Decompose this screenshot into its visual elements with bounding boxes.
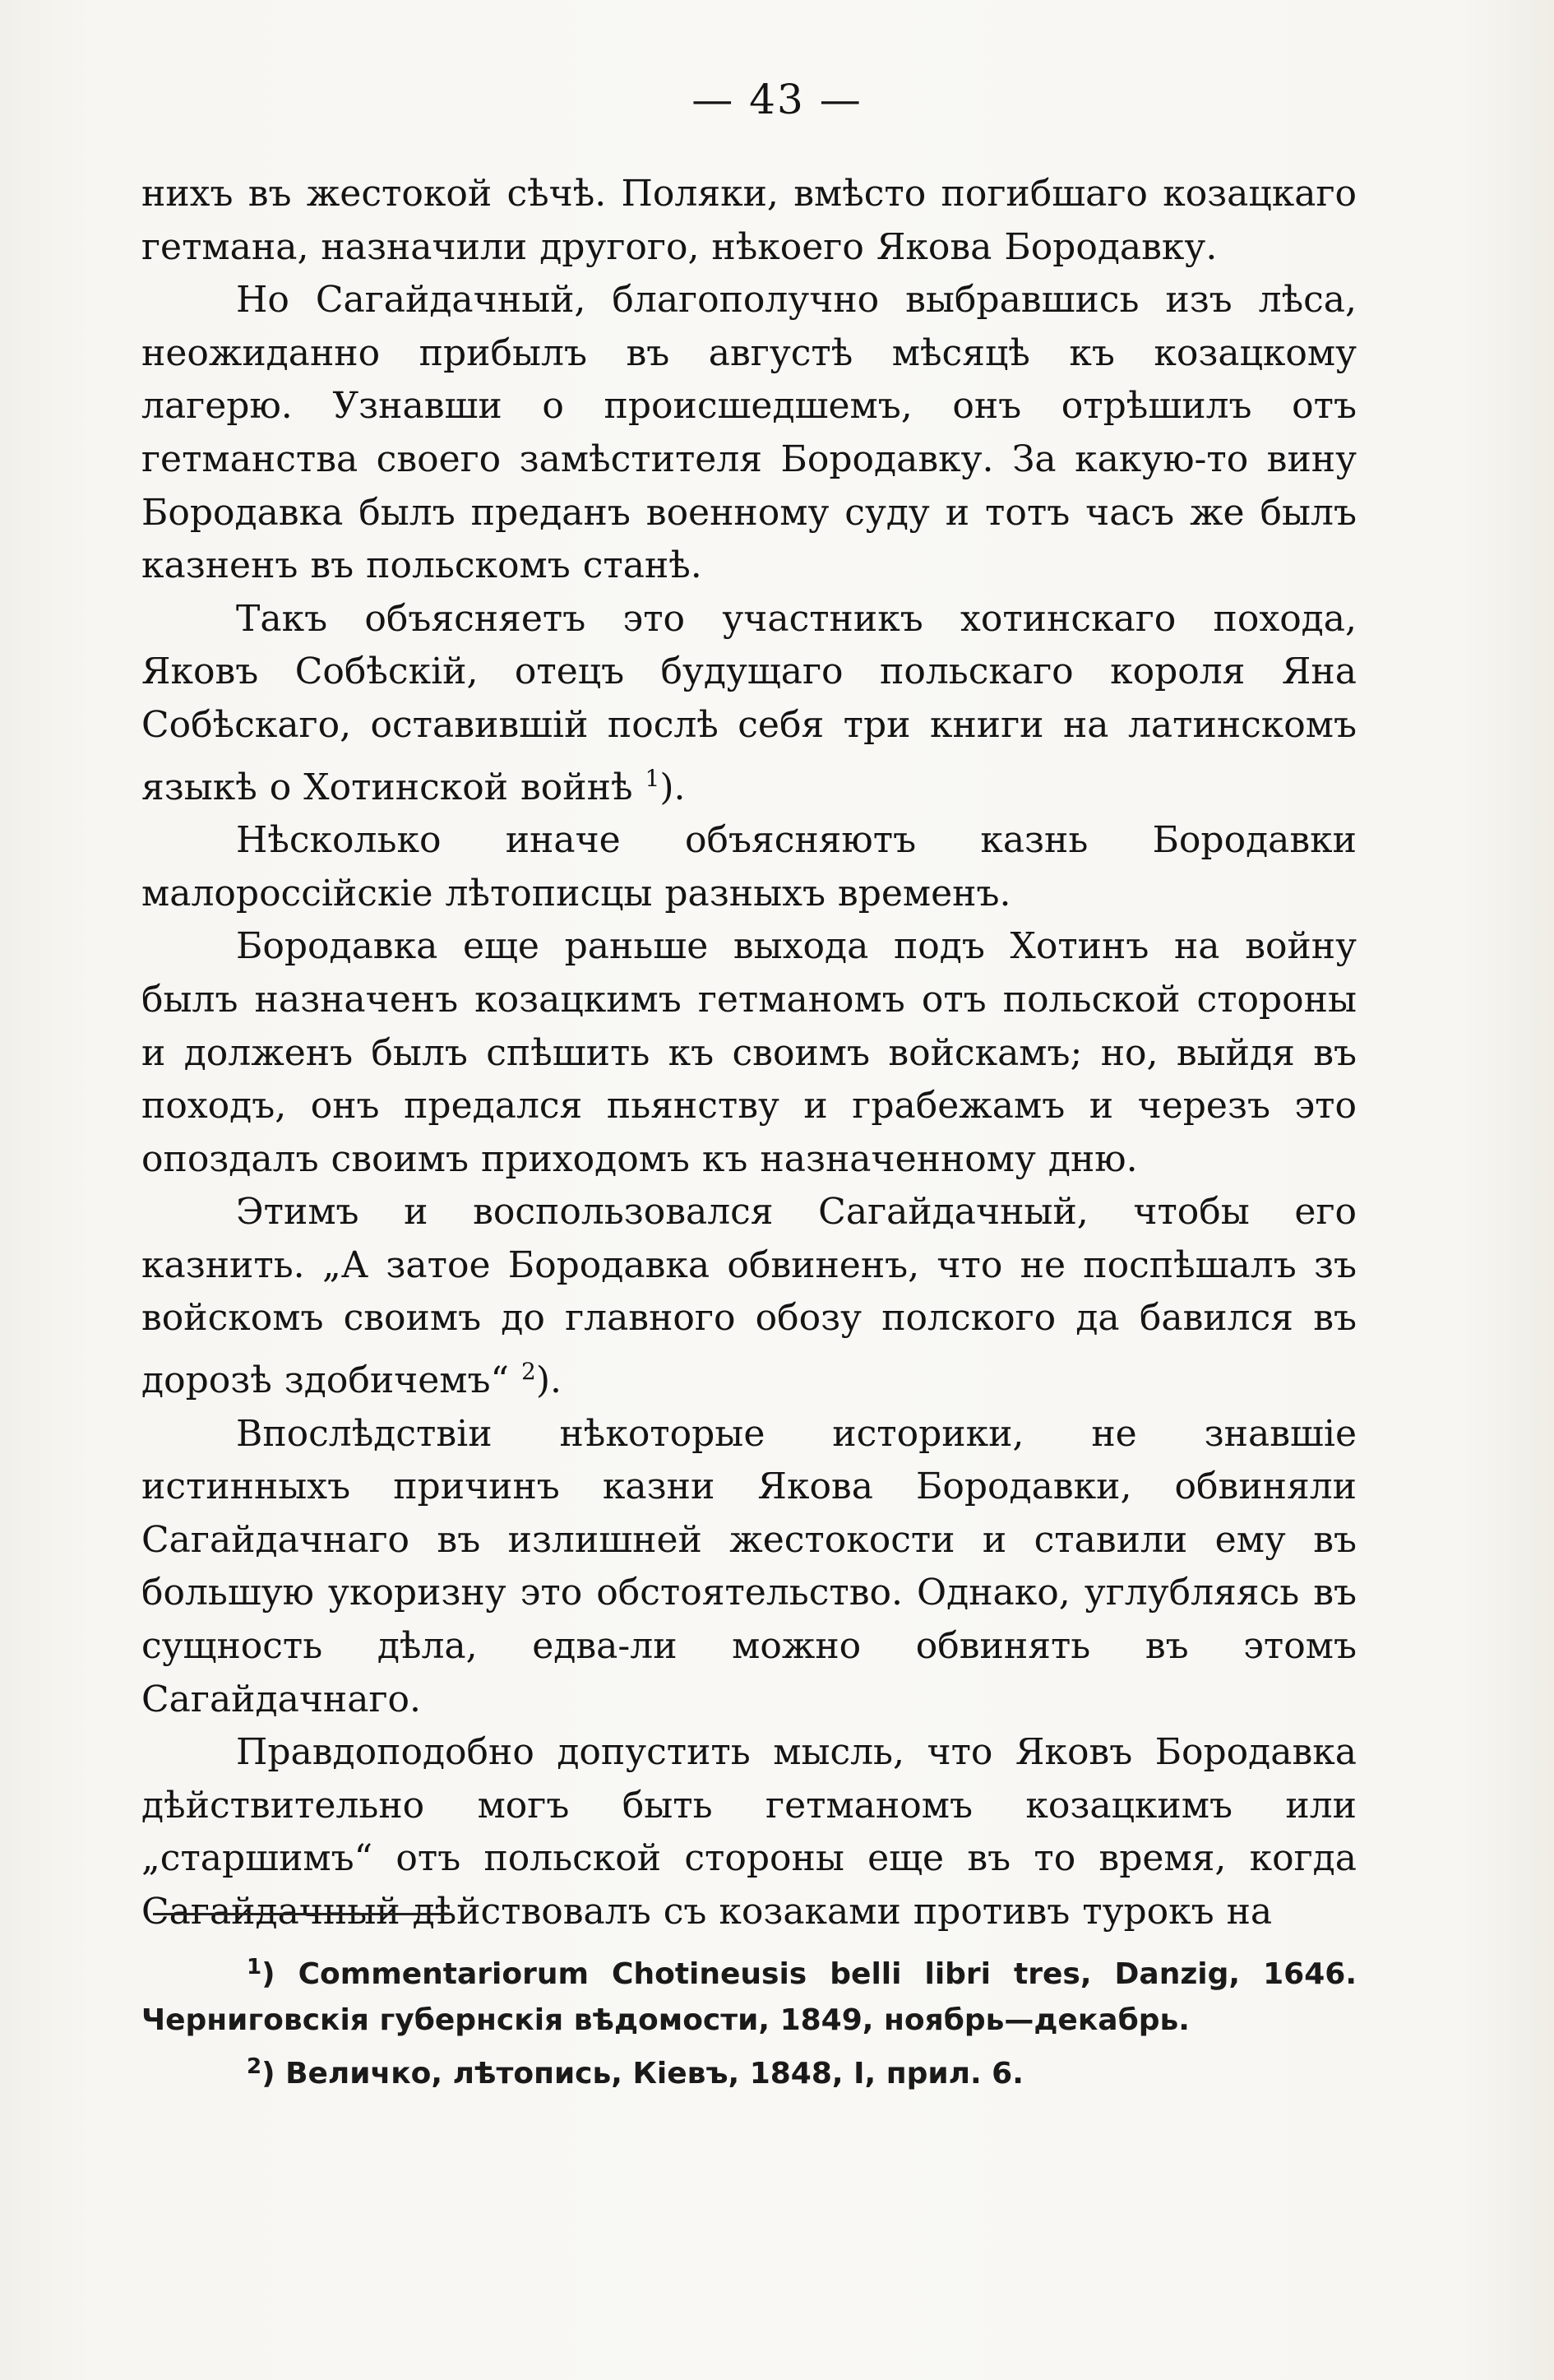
paragraph-text: Такъ объясняетъ это участникъ хотинскаго похода, Яковъ Собѣскій, отецъ будущаго польскаго короля Яна Собѣскаго, оставившій послѣ себя три книги на латинскомъ языкѣ о Хотинской войнѣ xyxy=(141,597,1357,808)
footnote-text: ) Величко, лѣтопись, Кіевъ, 1848, I, прил. 6. xyxy=(261,2057,1024,2091)
paragraph-3 xyxy=(141,593,1357,814)
paragraph-text: Впослѣдствіи нѣкоторые историки, не знавшіе истинныхъ причинъ казни Якова Бородавки, обвиняли Сагайдачнаго въ излишней жестокости и ставили ему въ большую укоризну это обстоятельство. Однако, углубляясь въ сущность дѣла, едва-ли можно обвинять въ этомъ Сагайдачнаго. xyxy=(141,1412,1357,1720)
page-number: — 43 — xyxy=(691,76,863,123)
paragraph-text: Но Сагайдачный, благополучно выбравшись изъ лѣса, неожиданно прибылъ въ августѣ мѣсяцѣ къ козацкому лагерю. Узнавши о происшедшемъ, онъ отрѣшилъ отъ гетманства своего замѣстителя Бородавку. За какую-то вину Бородавка былъ преданъ военному суду и тотъ часъ же былъ казненъ въ польскомъ станѣ. xyxy=(141,279,1357,587)
footnote-reference-1[interactable]: 1 xyxy=(645,764,660,792)
paragraph-tail: ). xyxy=(659,766,686,808)
paragraph-5 xyxy=(141,920,1357,1186)
footnote-divider xyxy=(153,1913,451,1915)
paragraph-text: Бородавка еще раньше выхода подъ Хотинъ на войну былъ назначенъ козацкимъ гетманомъ отъ польской стороны и долженъ былъ спѣшить къ своимъ войскамъ; но, выйдя въ походъ, онъ предался пьянству и грабежамъ и черезъ это опоздалъ своимъ приходомъ къ назначенному дню. xyxy=(141,925,1357,1180)
paragraph-4 xyxy=(141,814,1357,920)
paragraph-text: Нѣсколько иначе объясняютъ казнь Бородавки малороссійскіе лѣтописцы разныхъ временъ. xyxy=(141,819,1357,914)
paragraph-text: нихъ въ жестокой сѣчѣ. Поляки, вмѣсто погибшаго козацкаго гетмана, назначили другого, нѣкоего Якова Бородавку. xyxy=(141,173,1357,268)
footnote-1 xyxy=(141,1944,1357,2044)
footnotes xyxy=(141,1944,1357,2097)
footnote-mark: 2 xyxy=(247,2054,262,2079)
paragraph-text: Этимъ и воспользовался Сагайдачный, чтобы его казнить. „А затое Бородавка обвиненъ, что не поспѣшалъ зъ войскомъ своимъ до главного обозу полского да бавился въ дорозѣ здобичемъ“ xyxy=(141,1191,1357,1402)
footnote-text: ) Commentariorum Chotineusis belli libri tres, Danzig, 1646. Черниговскія губернскія вѣдомости, 1849, ноябрь—декабрь. xyxy=(141,1957,1357,2037)
footnote-mark: 1 xyxy=(247,1955,262,1979)
paragraph-2 xyxy=(141,274,1357,593)
paragraph-6 xyxy=(141,1186,1357,1407)
main-text xyxy=(141,168,1357,1939)
paragraph-text: Правдоподобно допустить мысль, что Яковъ Бородавка дѣйствительно могъ быть гетманомъ козацкимъ или „старшимъ“ отъ польской стороны еще въ то время, когда Сагайдачный дѣйствовалъ съ козаками противъ турокъ на xyxy=(141,1731,1357,1933)
paragraph-1 xyxy=(141,168,1357,274)
paragraph-7 xyxy=(141,1408,1357,1727)
footnote-2 xyxy=(141,2044,1357,2097)
paragraph-8 xyxy=(141,1726,1357,1938)
footnote-reference-2[interactable]: 2 xyxy=(521,1358,536,1386)
paragraph-tail: ). xyxy=(535,1359,562,1402)
